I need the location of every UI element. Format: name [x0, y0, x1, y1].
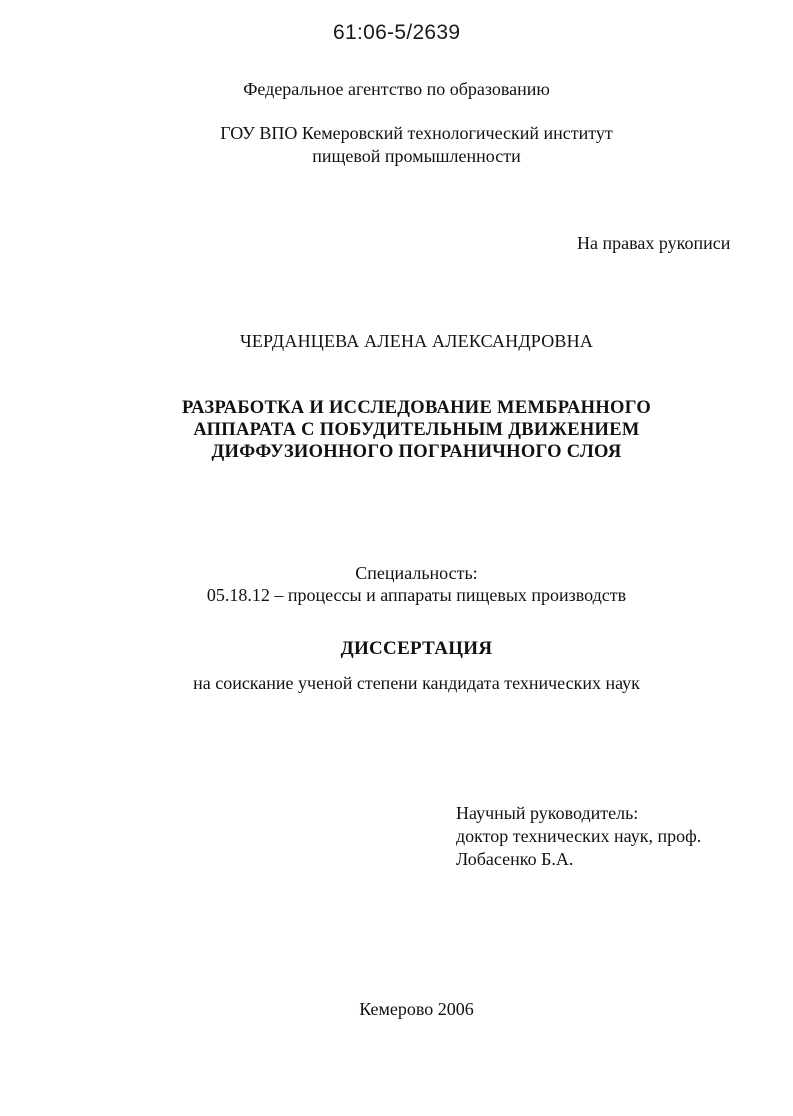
supervisor-label: Научный руководитель:	[456, 803, 639, 823]
document-type: ДИССЕРТАЦИЯ	[340, 638, 493, 659]
agency-name: Федеральное агентство по образованию	[243, 79, 550, 99]
specialty-label: Специальность:	[355, 563, 478, 583]
manuscript-rights: На правах рукописи	[577, 233, 731, 253]
supervisor-name: Лобасенко Б.А.	[456, 849, 574, 869]
degree-statement: на соискание ученой степени кандидата технических наук	[193, 673, 640, 693]
archive-number: 61:06-5/2639	[333, 21, 461, 44]
institution-line-2: пищевой промышленности	[312, 146, 521, 166]
title-line-1: РАЗРАБОТКА И ИССЛЕДОВАНИЕ МЕМБРАННОГО	[181, 398, 652, 418]
author-name: ЧЕРДАНЦЕВА АЛЕНА АЛЕКСАНДРОВНА	[239, 331, 594, 351]
supervisor-title: доктор технических наук, проф.	[456, 826, 702, 846]
city-year: Кемерово 2006	[359, 999, 474, 1019]
specialty-value: 05.18.12 – процессы и аппараты пищевых производств	[206, 585, 627, 605]
institution-line-1: ГОУ ВПО Кемеровский технологический институт	[220, 123, 613, 143]
title-line-3: ДИФФУЗИОННОГО ПОГРАНИЧНОГО СЛОЯ	[211, 442, 622, 462]
title-line-2: АППАРАТА С ПОБУДИТЕЛЬНЫМ ДВИЖЕНИЕМ	[193, 420, 640, 440]
